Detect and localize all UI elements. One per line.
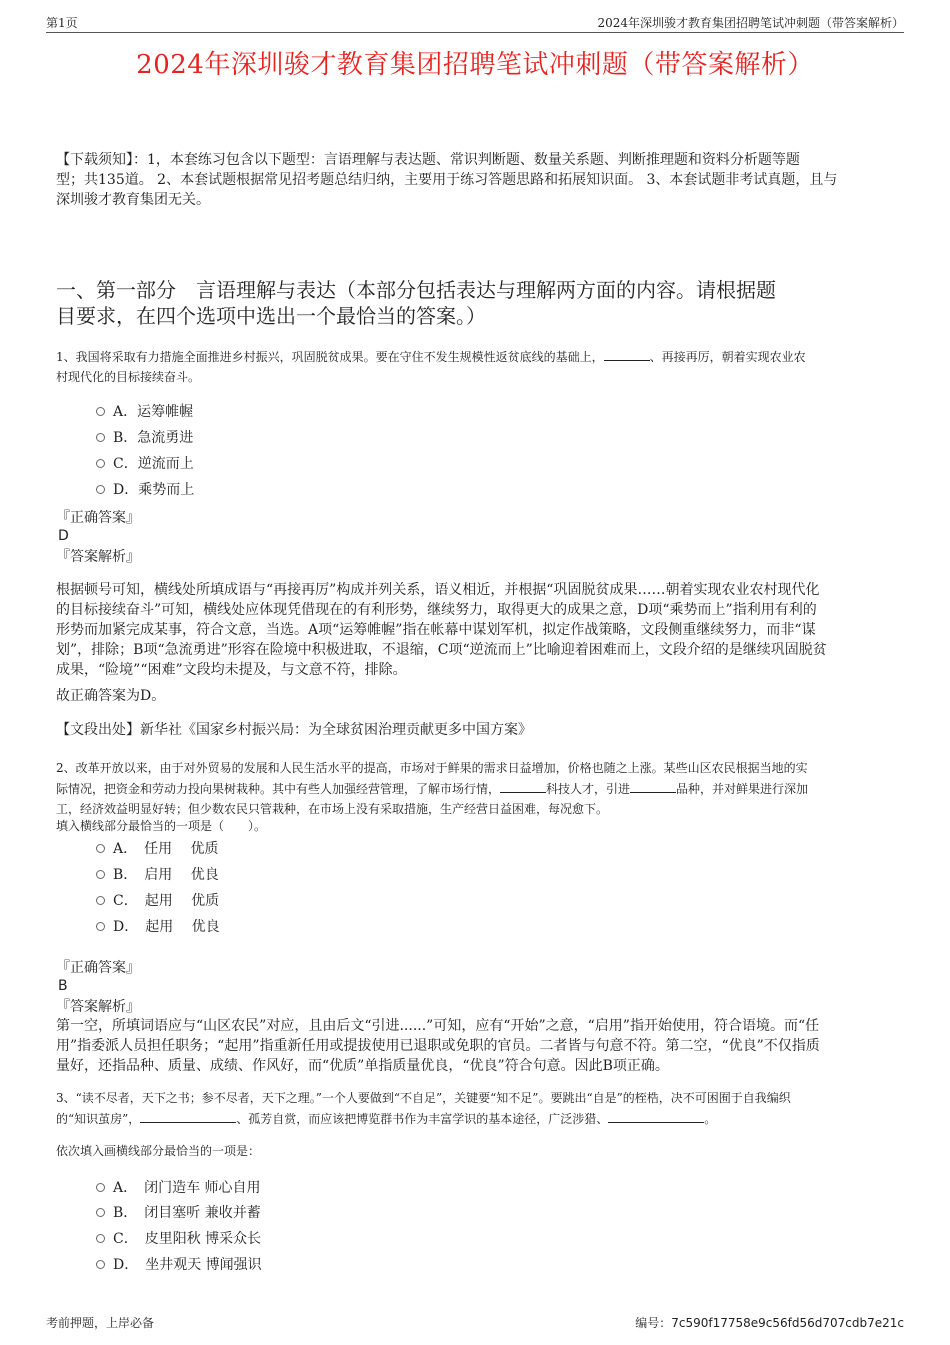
header-divider xyxy=(46,32,904,33)
question-3-stem: 3、“读不尽者，天下之书；参不尽者，天下之理。”一个人要做到“不自足”，关键要“知不足”。要跳出“自是”的桎梏，决不可困囿于自我编织 的“知识茧房”， 、孤芳自赏，而应该把博览群书作为丰富学识的基本途径，广泛涉猎、 。 xyxy=(56,1091,791,1126)
q2-analysis-label: 『答案解析』 xyxy=(56,999,140,1015)
q2-option-d[interactable]: D． 起用 优良 xyxy=(96,916,220,936)
q1-analysis-label: 『答案解析』 xyxy=(56,549,140,565)
footer-slogan: 考前押题，上岸必备 xyxy=(46,1316,155,1330)
page-number: 第1页 xyxy=(46,16,78,30)
q3-option-d[interactable]: D． 坐井观天 博闻强识 xyxy=(96,1254,262,1274)
download-notice: 【下载须知】：1，本套练习包含以下题型：言语理解与表达题、常识判断题、数量关系题、判断推理题和资料分析题等题 型；共135道。 2、本套试题根据常见招考题总结归纳，主要用于练习答题思路和拓展知识面。 3、本套试题非考试真题，且与 深圳骏才教育集团无关。 xyxy=(56,152,838,208)
fill-blank xyxy=(630,778,676,793)
fill-blank xyxy=(140,1108,236,1123)
q1-option-b[interactable]: B．急流勇进 xyxy=(96,427,193,447)
radio-icon xyxy=(96,1234,105,1243)
q3-option-a[interactable]: A． 闭门造车 师心自用 xyxy=(96,1177,261,1197)
radio-icon xyxy=(96,896,105,905)
q1-answer: D xyxy=(58,528,69,544)
q2-option-a[interactable]: A． 任用 优质 xyxy=(96,838,219,858)
question-1-stem: 1、我国将采取有力措施全面推进乡村振兴，巩固脱贫成果。要在守住不发生规模性返贫底线的基础上， 、再接再厉，朝着实现农业农 村现代化的目标接续奋斗。 xyxy=(56,346,894,387)
fill-blank xyxy=(608,1108,704,1123)
q1-answer-label: 『正确答案』 xyxy=(56,510,140,526)
q2-analysis: 第一空，所填词语应与“山区农民”对应，且由后文“引进......”可知，应有“开始”之意，“启用”指开始使用，符合语境。而“任 用”指委派人员担任职务；“起用”指重新任用或提拔使用已退职或免职的官员。二者皆与句意不符。第二空，“优良”不仅指质 量好，还指品种、质量、成绩、作风好，而“优质”单指质量优良，“优良”符合句意。因此B项正确。 xyxy=(56,1018,820,1074)
q2-option-b[interactable]: B． 启用 优良 xyxy=(96,864,219,884)
q3-prompt: 依次填入画横线部分最恰当的一项是： xyxy=(56,1144,261,1158)
radio-icon xyxy=(96,922,105,931)
q1-source: 【文段出处】新华社《国家乡村振兴局：为全球贫困治理贡献更多中国方案》 xyxy=(56,722,532,738)
q2-option-c[interactable]: C． 起用 优质 xyxy=(96,890,219,910)
radio-icon xyxy=(96,407,105,416)
fill-blank xyxy=(604,346,650,361)
section-heading: 一、第一部分 言语理解与表达（本部分包括表达与理解两方面的内容。请根据题 目要求，在四个选项中选出一个最恰当的答案。） xyxy=(56,278,776,328)
q3-option-b[interactable]: B． 闭目塞听 兼收并蓄 xyxy=(96,1202,261,1222)
q1-option-d[interactable]: D．乘势而上 xyxy=(96,479,194,499)
q2-answer: B xyxy=(58,978,68,994)
radio-icon xyxy=(96,459,105,468)
document-title: 2024年深圳骏才教育集团招聘笔试冲刺题（带答案解析） xyxy=(136,50,814,80)
radio-icon xyxy=(96,870,105,879)
radio-icon xyxy=(96,1183,105,1192)
q3-option-c[interactable]: C． 皮里阳秋 博采众长 xyxy=(96,1228,261,1248)
radio-icon xyxy=(96,485,105,494)
radio-icon xyxy=(96,844,105,853)
radio-icon xyxy=(96,1260,105,1269)
q1-analysis: 根据顿号可知，横线处所填成语与“再接再厉”构成并列关系，语义相近，并根据“巩固脱贫成果……朝着实现农业农村现代化 的目标接续奋斗”可知，横线处应体现凭借现在的有利形势，继续努力，取得更大的成果之意，D项“乘势而上”指利用有利的 形势而加紧完成某事，符合文意，当选。A项“运筹帷幄”指在帐幕中谋划军机，拟定作战策略，文段侧重继续努力，而非“谋 划”，排除；B项“急流勇进”形容在险境中积极进取，不退缩，C项“逆流而上”比喻迎着困难而上，文段介绍的是继续巩固脱贫 成果，“险境”“困难”文段均未提及，与文意不符，排除。 xyxy=(56,582,827,678)
q2-answer-label: 『正确答案』 xyxy=(56,960,140,976)
header-doc-title: 2024年深圳骏才教育集团招聘笔试冲刺题（带答案解析） xyxy=(597,16,904,30)
footer-code: 编号：7c590f17758e9c56fd56d707cdb7e21c xyxy=(635,1316,904,1330)
q1-option-c[interactable]: C．逆流而上 xyxy=(96,453,194,473)
q1-option-a[interactable]: A．运筹帷幄 xyxy=(96,401,193,421)
radio-icon xyxy=(96,1208,105,1217)
question-2-stem: 2、改革开放以来，由于对外贸易的发展和人民生活水平的提高，市场对于鲜果的需求日益增加，价格也随之上涨。某些山区农民根据当地的实 际情况，把资金和劳动力投向果树栽种。其中有些人加强经营管理，了解市场行情， 科技人才，引进 品种，并对鲜果进行深加 工，经济效益明显好转；但少数农民只管栽种，在市场上没有采取措施，生产经营日益困难，每况愈下。 填入横线部分最恰当的一项是（ ）。 xyxy=(56,761,809,833)
q1-conclusion: 故正确答案为D。 xyxy=(56,688,166,704)
fill-blank xyxy=(500,778,546,793)
radio-icon xyxy=(96,433,105,442)
